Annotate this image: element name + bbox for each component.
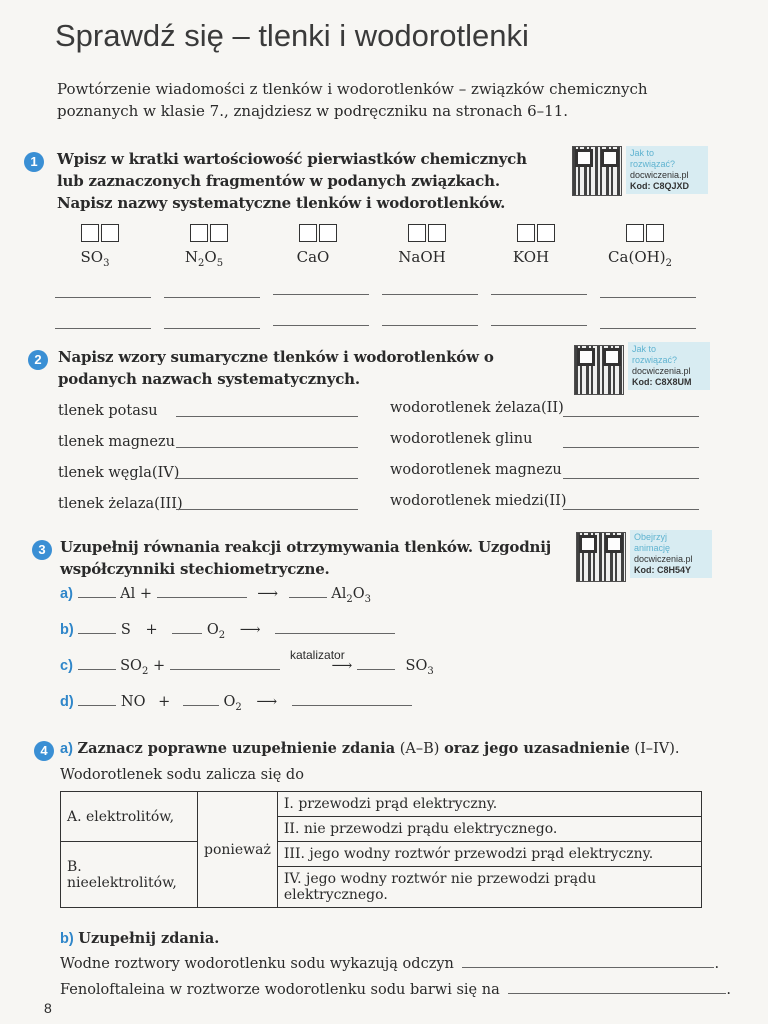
qr-info-2[interactable]	[628, 342, 710, 390]
name-answer-line[interactable]	[600, 328, 696, 329]
reactant-2: O	[206, 622, 219, 638]
qr-site: docwiczenia.pl	[632, 366, 691, 376]
part-a-text-2: oraz jego uzasadnienie	[444, 740, 630, 757]
part-a-text: Zaznacz poprawne uzupełnienie zdania	[77, 740, 396, 757]
task-2-row	[58, 462, 708, 493]
formula-column	[491, 224, 591, 326]
reactant: SO	[120, 658, 142, 674]
formula	[273, 248, 353, 266]
formula-main: NaOH	[398, 248, 446, 266]
valence-boxes	[299, 224, 373, 242]
equation-a	[60, 586, 371, 605]
sentence-1-blank[interactable]	[462, 967, 714, 968]
qr-info-1[interactable]	[626, 146, 708, 194]
part-a-mid: (A–B)	[399, 741, 440, 757]
sentence-2: Fenoloftaleina w roztworze wodorotlenku sodu barwi się na .	[60, 982, 731, 998]
valence-box[interactable]	[210, 224, 228, 242]
qr-line1: Obejrzyj	[634, 532, 668, 542]
reactant-sub: 2	[141, 665, 149, 677]
name-answer-line[interactable]	[164, 297, 260, 298]
formula	[600, 248, 680, 269]
task-number-2: 2	[28, 350, 48, 370]
reason-3[interactable]: III. jego wodny roztwór przewodzi prąd elektryczny.	[277, 842, 701, 867]
coefficient-blank[interactable]	[289, 597, 327, 598]
task-1-formulas	[55, 224, 705, 334]
formula-main: SO	[80, 248, 104, 266]
sentence-1: Wodne roztwory wodorotlenku sodu wykazują odczyn .	[60, 956, 720, 972]
valence-box[interactable]	[517, 224, 535, 242]
part-b-text: Uzupełnij zdania.	[78, 930, 220, 947]
eq-label: d)	[60, 694, 74, 710]
name-answer-line[interactable]	[382, 325, 478, 326]
product: SO	[405, 658, 428, 674]
plus: +	[145, 622, 158, 638]
product: Al	[331, 586, 347, 602]
valence-box[interactable]	[101, 224, 119, 242]
arrow-icon: ⟶	[256, 694, 278, 710]
formula-main: CaO	[296, 248, 330, 266]
name-answer-line[interactable]	[491, 325, 587, 326]
task-3-instruction: Uzupełnij równania reakcji otrzymywania tlenków. Uzgodnij współczynniki stechiometryczne.	[60, 538, 551, 578]
qr-code-text: Kod: C8X8UM	[632, 377, 692, 387]
reactant-2-sub: 2	[235, 701, 242, 713]
name-answer-line[interactable]	[491, 294, 587, 295]
formula	[164, 248, 244, 269]
valence-box[interactable]	[428, 224, 446, 242]
task-2-rows	[58, 400, 708, 524]
qr-info-3[interactable]	[630, 530, 712, 578]
valence-box[interactable]	[537, 224, 555, 242]
task-number-3: 3	[32, 540, 52, 560]
task-number-1: 1	[24, 152, 44, 172]
eq-label: c)	[60, 658, 73, 674]
valence-box[interactable]	[299, 224, 317, 242]
name-answer-line[interactable]	[273, 294, 369, 295]
formula-answer-line[interactable]	[563, 509, 699, 510]
product-sub: 2	[346, 593, 353, 605]
name-answer-line[interactable]	[164, 328, 260, 329]
coefficient-blank[interactable]	[357, 669, 395, 670]
formula-sub2: 5	[216, 258, 224, 269]
reason-1[interactable]: I. przewodzi prąd elektryczny.	[277, 792, 701, 817]
formula	[55, 248, 135, 269]
product-tail: O	[352, 586, 365, 602]
formula-answer-line[interactable]	[176, 447, 358, 448]
formula-sub: 2	[665, 258, 672, 269]
formula-column	[55, 224, 155, 329]
formula-sub: 3	[103, 258, 110, 269]
valence-box[interactable]	[81, 224, 99, 242]
formula-column	[382, 224, 482, 326]
hydroxide-name: wodorotlenek miedzi(II)	[390, 493, 567, 509]
reason-2[interactable]: II. nie przewodzi prądu elektrycznego.	[277, 817, 701, 842]
coefficient-blank[interactable]	[183, 705, 219, 706]
qr-code-text: Kod: C8H54Y	[634, 565, 692, 575]
formula-answer-line[interactable]	[563, 447, 699, 448]
eq-label: a)	[60, 586, 73, 602]
plus: +	[152, 658, 166, 674]
name-answer-line[interactable]	[600, 297, 696, 298]
valence-box[interactable]	[408, 224, 426, 242]
qr-code-text: Kod: C8QJXD	[630, 181, 690, 191]
hydroxide-name: wodorotlenek magnezu	[390, 462, 562, 478]
qr-line2: rozwiązać?	[630, 159, 676, 169]
equation-d	[60, 694, 412, 713]
formula-tail: O	[204, 248, 217, 266]
formula-main: KOH	[512, 248, 550, 266]
sentence-1-text: Wodne roztwory wodorotlenku sodu wykazują odczyn	[60, 956, 454, 972]
valence-boxes	[517, 224, 591, 242]
product-sub: 3	[427, 665, 434, 677]
reactant-blank[interactable]	[157, 597, 247, 598]
oxide-name: tlenek węgla(IV)	[58, 465, 180, 481]
page-number: 8	[44, 1000, 52, 1016]
qr-line2: rozwiązać?	[632, 355, 678, 365]
formula-answer-line[interactable]	[563, 478, 699, 479]
reactant: S	[120, 622, 131, 638]
task-2-instruction: Napisz wzory sumaryczne tlenków i wodorotlenków o podanych nazwach systematycznych.	[58, 348, 494, 388]
qr-line1: Jak to	[630, 148, 655, 158]
valence-box[interactable]	[646, 224, 664, 242]
coefficient-blank[interactable]	[78, 633, 116, 634]
product-blank[interactable]	[292, 705, 412, 706]
eq-label: b)	[60, 622, 74, 638]
coefficient-blank[interactable]	[172, 633, 202, 634]
option-b[interactable]: B. nieelektrolitów,	[61, 842, 198, 908]
arrow-icon: ⟶	[257, 586, 279, 602]
formula-answer-line[interactable]	[176, 416, 358, 417]
product-blank[interactable]	[275, 633, 395, 634]
qr-site: docwiczenia.pl	[634, 554, 693, 564]
coefficient-blank[interactable]	[78, 705, 116, 706]
formula-column	[600, 224, 700, 329]
oxide-name: tlenek żelaza(III)	[58, 496, 183, 512]
task-4b-instruction	[60, 930, 219, 947]
task-number-4: 4	[34, 741, 54, 761]
task-2-row	[58, 431, 708, 462]
coefficient-blank[interactable]	[78, 597, 116, 598]
part-a-label: a)	[60, 741, 73, 757]
formula	[382, 248, 462, 266]
formula-answer-line[interactable]	[176, 509, 358, 510]
qr-line1: Jak to	[632, 344, 657, 354]
valence-boxes	[626, 224, 700, 242]
part-b-label: b)	[60, 931, 74, 947]
hydroxide-name: wodorotlenek żelaza(II)	[390, 400, 564, 416]
task-4-table	[60, 791, 702, 908]
reactant: Al +	[120, 586, 152, 602]
task-2-row	[58, 400, 708, 431]
plus: +	[158, 694, 171, 710]
name-answer-line[interactable]	[382, 294, 478, 295]
valence-boxes	[81, 224, 155, 242]
valence-box[interactable]	[319, 224, 337, 242]
valence-boxes	[190, 224, 264, 242]
valence-boxes	[408, 224, 482, 242]
hydroxide-name: wodorotlenek glinu	[390, 431, 533, 447]
because-cell: ponieważ	[198, 792, 278, 908]
formula	[491, 248, 571, 266]
name-answer-line[interactable]	[55, 297, 151, 298]
product-sub2: 3	[364, 593, 371, 605]
reactant-2: O	[223, 694, 236, 710]
reactant-blank[interactable]	[170, 669, 280, 670]
sentence-2-blank[interactable]	[508, 993, 726, 994]
oxide-name: tlenek magnezu	[58, 434, 175, 450]
formula-main: N	[184, 248, 199, 266]
coefficient-blank[interactable]	[78, 669, 116, 670]
reactant-2-sub: 2	[218, 629, 226, 641]
task-4-lead: Wodorotlenek sodu zalicza się do	[60, 767, 304, 783]
equation-c	[60, 658, 434, 677]
formula-answer-line[interactable]	[563, 416, 699, 417]
reason-4[interactable]: IV. jego wodny roztwór nie przewodzi prądu elektrycznego.	[277, 867, 701, 908]
qr-line2: animację	[634, 543, 671, 553]
page-title: Sprawdź się – tlenki i wodorotlenki	[55, 18, 529, 53]
task-2-row	[58, 493, 708, 524]
reactant: NO	[120, 694, 146, 710]
arrow-icon: ⟶	[331, 658, 353, 674]
qr-code-icon[interactable]	[572, 146, 622, 196]
formula-column	[164, 224, 264, 329]
qr-code-icon[interactable]	[574, 345, 624, 395]
name-answer-line[interactable]	[55, 328, 151, 329]
qr-site: docwiczenia.pl	[630, 170, 689, 180]
part-a-end: (I–IV).	[634, 741, 680, 757]
equation-b	[60, 622, 395, 641]
task-1-instruction: Wpisz w kratki wartościowość pierwiastków chemicznych lub zaznaczonych fragmentów w podanych związkach. Napisz nazwy systematyczne tlenków i wodorotlenków.	[57, 150, 527, 212]
intro-text: Powtórzenie wiadomości z tlenków i wodorotlenków – związków chemicznych poznanych w klasie 7., znajdziesz w podręczniku na stronach 6–11.	[57, 80, 648, 120]
sentence-2-text: Fenoloftaleina w roztworze wodorotlenku sodu barwi się na	[60, 982, 500, 998]
oxide-name: tlenek potasu	[58, 403, 158, 419]
qr-code-icon[interactable]	[576, 532, 626, 582]
formula-main: Ca(OH)	[608, 248, 666, 266]
formula-column	[273, 224, 373, 326]
task-4a-instruction	[60, 740, 680, 757]
formula-sub: 2	[198, 258, 205, 269]
catalyst-label: katalizator	[290, 648, 345, 662]
option-a[interactable]: A. elektrolitów,	[61, 792, 198, 842]
arrow-icon: ⟶	[239, 622, 261, 638]
valence-box[interactable]	[626, 224, 644, 242]
formula-answer-line[interactable]	[176, 478, 358, 479]
name-answer-line[interactable]	[273, 325, 369, 326]
valence-box[interactable]	[190, 224, 208, 242]
